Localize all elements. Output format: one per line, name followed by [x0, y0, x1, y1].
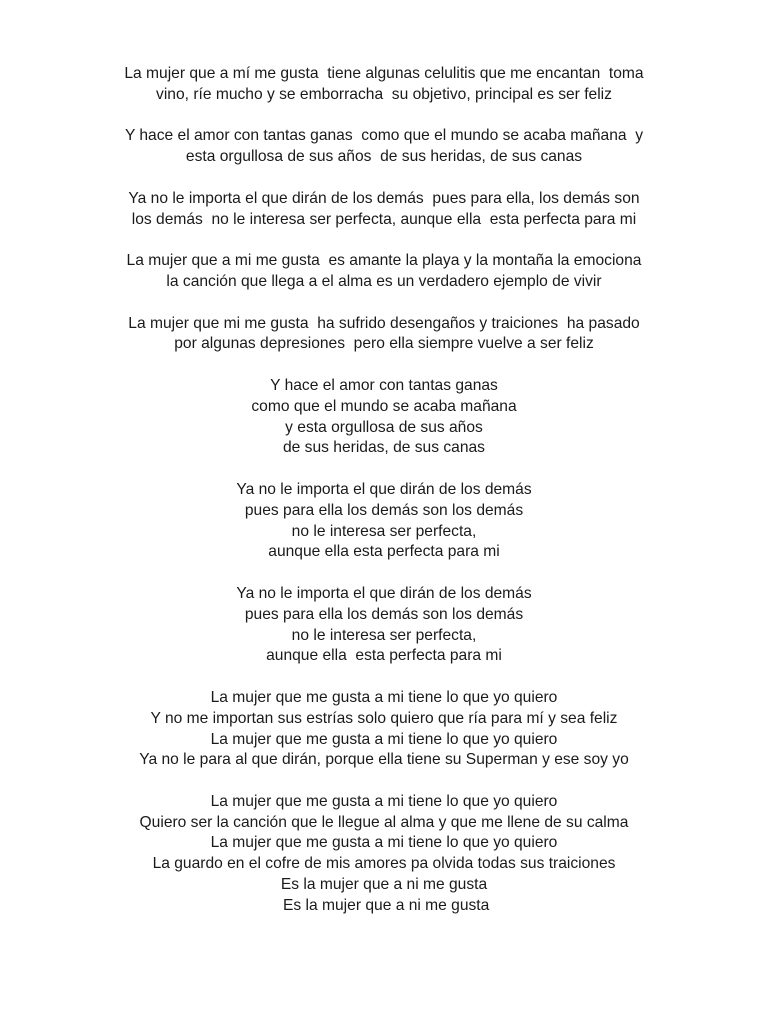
lyric-line: Es la mujer que a ni me gusta [278, 896, 490, 914]
stanza-6 [60, 376, 708, 459]
lyric-line: aunque ella esta perfecta para mi [268, 543, 500, 561]
lyric-line: como que el mundo se acaba mañana [251, 397, 517, 415]
lyric-line: aunque ella esta perfecta para mi [266, 647, 502, 665]
lyric-line: Y no me importan sus estrías solo quiero que ría para mí y sea feliz [150, 709, 618, 727]
lyric-line: Ya no le para al que dirán, porque ella tiene su Superman y ese soy yo [139, 751, 629, 769]
stanza-7 [60, 480, 708, 563]
lyric-line: Y hace el amor con tantas ganas como que el mundo se acaba mañana y [124, 127, 644, 145]
lyric-line: La mujer que mi me gusta ha sufrido desengaños y traiciones ha pasado [128, 314, 640, 332]
lyric-line: Ya no le importa el que dirán de los demás pues para ella, los demás son [128, 189, 640, 207]
lyric-line: por algunas depresiones pero ella siempre vuelve a ser feliz [174, 335, 594, 353]
lyric-line: Quiero ser la canción que le llegue al alma y que me llene de su calma [139, 813, 629, 831]
stanza-1 [60, 64, 708, 106]
stanza-2 [60, 126, 708, 168]
lyric-line: y esta orgullosa de sus años [285, 418, 483, 436]
lyric-line: pues para ella los demás son los demás [244, 501, 524, 519]
lyric-line: Ya no le importa el que dirán de los demás [236, 480, 532, 498]
lyric-line: no le interesa ser perfecta, [291, 522, 477, 540]
lyric-line: vino, ríe mucho y se emborracha su objetivo, principal es ser feliz [156, 85, 612, 103]
lyric-line: Y hace el amor con tantas ganas [270, 376, 498, 394]
stanza-5 [60, 314, 708, 356]
stanza-9 [60, 688, 708, 771]
lyric-line: pues para ella los demás son los demás [244, 605, 524, 623]
lyrics-body [60, 64, 708, 937]
lyric-line: La guardo en el cofre de mis amores pa olvida todas sus traiciones [152, 855, 616, 873]
lyric-line: La mujer que me gusta a mi tiene lo que yo quiero [210, 730, 558, 748]
lyric-line: no le interesa ser perfecta, [291, 626, 477, 644]
lyric-line: de sus heridas, de sus canas [283, 439, 485, 457]
lyric-line: La mujer que me gusta a mi tiene lo que yo quiero [210, 792, 558, 810]
lyric-line: Es la mujer que a ni me gusta [280, 876, 488, 894]
lyric-line: la canción que llega a el alma es un verdadero ejemplo de vivir [166, 272, 602, 290]
lyric-line: La mujer que me gusta a mi tiene lo que yo quiero [210, 688, 558, 706]
stanza-3 [60, 189, 708, 231]
lyric-line: esta orgullosa de sus años de sus heridas, de sus canas [185, 148, 583, 166]
lyric-line: los demás no le interesa ser perfecta, aunque ella esta perfecta para mi [131, 210, 637, 228]
lyric-line: Ya no le importa el que dirán de los demás [236, 584, 532, 602]
stanza-8 [60, 584, 708, 667]
lyric-line: La mujer que a mi me gusta es amante la playa y la montaña la emociona [126, 252, 642, 270]
lyric-line: La mujer que me gusta a mi tiene lo que yo quiero [210, 834, 558, 852]
lyric-line: La mujer que a mí me gusta tiene algunas celulitis que me encantan toma [124, 65, 644, 82]
stanza-4 [60, 251, 708, 293]
stanza-10 [60, 792, 708, 917]
